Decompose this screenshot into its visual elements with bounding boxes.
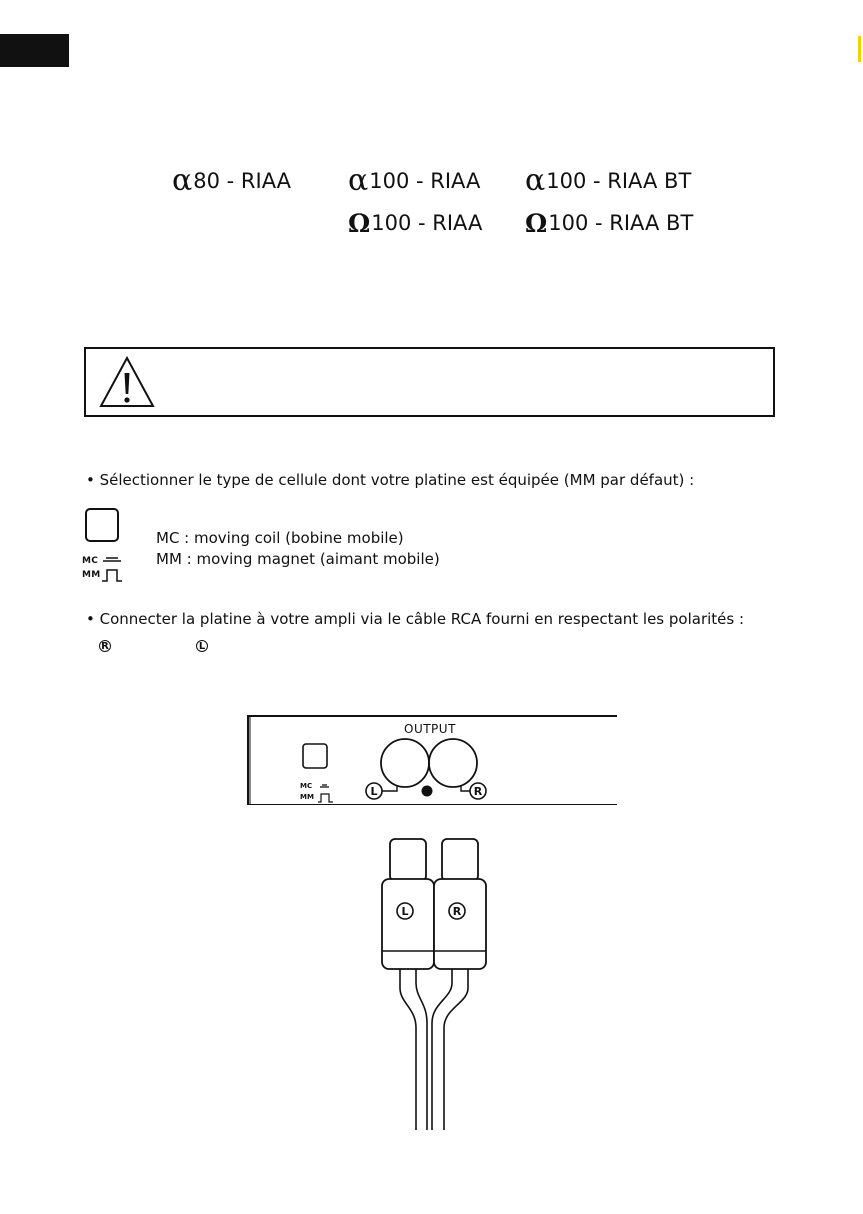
rca-cable-diagram bbox=[370, 838, 500, 1133]
language-tab bbox=[0, 34, 69, 67]
mc-label: MC bbox=[82, 556, 99, 566]
model-label: 100 - RIAA bbox=[371, 211, 483, 235]
mc-switch-position-icon bbox=[101, 556, 123, 566]
plug-left-label: L bbox=[401, 905, 409, 918]
select-cartridge-instruction: • Sélectionner le type de cellule dont votre platine est équipée (MM par défaut) : bbox=[86, 471, 695, 489]
panel-mm-label: MM bbox=[300, 793, 314, 801]
model-label: 100 - RIAA BT bbox=[548, 211, 694, 235]
model-alpha-100-riaa bbox=[348, 163, 481, 198]
panel-mc-label: MC bbox=[300, 782, 313, 790]
model-label: 100 - RIAA BT bbox=[546, 169, 692, 193]
model-label: 80 - RIAA bbox=[193, 169, 292, 193]
model-omega-100-riaa-bt bbox=[525, 210, 693, 237]
model-omega-100-riaa bbox=[348, 210, 482, 237]
connect-instruction: • Connecter la platine à votre ampli via le câble RCA fourni en respectant les polarités : bbox=[86, 610, 745, 628]
mc-description: MC : moving coil (bobine mobile) bbox=[156, 529, 404, 547]
output-label: OUTPUT bbox=[404, 722, 456, 736]
polarity-left-icon: L bbox=[196, 640, 208, 652]
mm-switch-position-icon bbox=[101, 568, 123, 582]
cartridge-switch-icon bbox=[85, 508, 119, 542]
mm-description: MM : moving magnet (aimant mobile) bbox=[156, 550, 440, 568]
panel-switch bbox=[303, 744, 327, 768]
omega-symbol: Ω bbox=[348, 209, 371, 238]
omega-symbol: Ω bbox=[525, 209, 548, 238]
model-alpha-100-riaa-bt bbox=[525, 163, 692, 198]
warning-box bbox=[84, 347, 775, 417]
panel-right-jack-label: R bbox=[473, 785, 483, 798]
alpha-symbol: α bbox=[525, 163, 546, 198]
model-label: 100 - RIAA bbox=[369, 169, 481, 193]
polarity-right-icon: R bbox=[99, 640, 111, 652]
model-alpha-80-riaa bbox=[172, 163, 292, 198]
plug-right-label: R bbox=[452, 905, 462, 918]
alpha-symbol: α bbox=[172, 163, 193, 198]
alpha-symbol: α bbox=[348, 163, 369, 198]
edge-color-mark bbox=[858, 36, 861, 62]
mm-label: MM bbox=[82, 570, 101, 580]
warning-triangle-icon bbox=[98, 355, 156, 409]
panel-left-jack-label: L bbox=[370, 785, 378, 798]
